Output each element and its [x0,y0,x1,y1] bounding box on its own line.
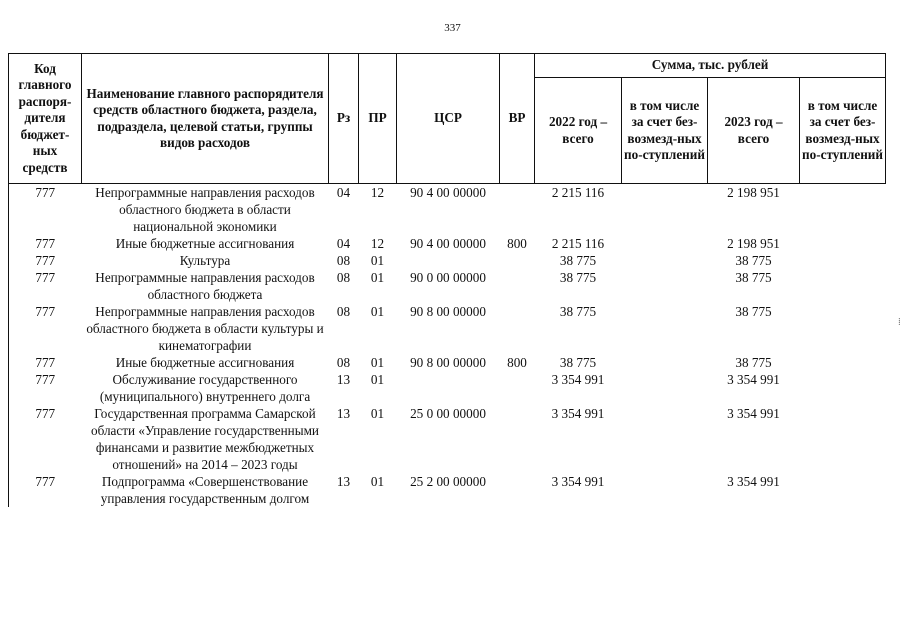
cell-rz: 08 [336,304,351,319]
cell-b2022 [622,371,708,405]
cell-name: Подпрограмма «Совершенствование управления государственным долгом [100,474,310,506]
table-row [9,303,886,354]
cell-name: Иные бюджетные ассигнования [115,355,295,370]
cell-b2022 [622,269,708,303]
cell-vr [500,252,535,269]
cell-b2023 [800,303,886,354]
scan-mark: ⁞ [898,317,901,328]
header-code: Код главного распоря-дителя бюджет-ных средств [9,54,82,184]
cell-pr: 01 [370,474,385,489]
cell-b2022 [622,303,708,354]
cell-csr: 25 0 00 00000 [410,406,486,421]
cell-b2022 [622,405,708,473]
cell-vr [500,473,535,507]
cell-pr: 01 [370,406,385,421]
cell-code: 777 [9,405,82,473]
cell-b2023 [800,184,886,236]
header-free-2023: в том числе за счет без-возмезд-ных по-ступлений [800,78,886,184]
cell-name: Непрограммные направления расходов областного бюджета [95,270,315,302]
cell-csr [397,371,500,405]
cell-pr: 01 [370,372,385,387]
cell-s2022: 3 354 991 [551,406,605,421]
cell-vr [500,269,535,303]
cell-s2022: 38 775 [559,253,597,268]
cell-s2023: 38 775 [735,304,772,319]
cell-b2022 [622,235,708,252]
cell-pr: 12 [370,185,385,200]
cell-code: 777 [9,371,82,405]
header-pr: ПР [359,54,397,184]
header-name: Наименование главного распорядителя средств областного бюджета, раздела, подраздела, целевой статьи, группы видов расходов [82,54,329,184]
cell-name: Обслуживание государственного (муниципального) внутреннего долга [99,372,311,404]
cell-csr: 90 0 00 00000 [410,270,486,285]
cell-csr [397,252,500,269]
cell-code: 777 [9,235,82,252]
cell-rz: 13 [336,372,351,387]
cell-s2022: 3 354 991 [551,372,605,387]
cell-rz: 13 [336,406,351,421]
cell-s2023: 3 354 991 [727,406,780,421]
cell-name: Иные бюджетные ассигнования [115,236,295,251]
cell-s2023: 38 775 [735,253,772,268]
header-total-2022: 2022 год – всего [535,78,622,184]
cell-csr: 90 4 00 00000 [410,185,486,200]
cell-vr [500,371,535,405]
cell-b2023 [800,269,886,303]
cell-b2022 [622,473,708,507]
cell-pr: 12 [370,236,385,251]
cell-s2023: 3 354 991 [727,474,780,489]
cell-s2022: 38 775 [559,355,597,370]
cell-b2023 [800,354,886,371]
cell-vr [500,405,535,473]
cell-name: Непрограммные направления расходов областного бюджета в области культуры и кинематографии [86,304,324,353]
cell-pr: 01 [370,270,385,285]
cell-b2023 [800,473,886,507]
cell-vr: 800 [507,236,527,251]
cell-vr [500,303,535,354]
table-row [9,405,886,473]
header-vr: ВР [500,54,535,184]
cell-s2023: 2 198 951 [727,185,780,200]
cell-code: 777 [9,354,82,371]
budget-table [8,53,886,507]
cell-s2023: 3 354 991 [727,372,780,387]
cell-s2022: 2 215 116 [551,236,605,251]
cell-rz: 13 [336,474,351,489]
cell-b2022 [622,354,708,371]
cell-csr: 90 8 00 00000 [410,304,486,319]
table-row [9,252,886,269]
cell-name: Культура [179,253,231,268]
header-sum-group: Сумма, тыс. рублей [535,54,886,78]
cell-vr [500,184,535,236]
cell-pr: 01 [370,304,385,319]
cell-s2022: 3 354 991 [551,474,605,489]
cell-code: 777 [9,269,82,303]
cell-s2022: 38 775 [559,270,597,285]
cell-s2023: 38 775 [735,355,772,370]
table-row [9,184,886,236]
table-row [9,371,886,405]
cell-rz: 08 [336,253,351,268]
cell-code: 777 [9,184,82,236]
cell-s2023: 2 198 951 [727,236,780,251]
cell-s2023: 38 775 [735,270,772,285]
cell-code: 777 [9,303,82,354]
cell-code: 777 [9,252,82,269]
cell-b2023 [800,405,886,473]
cell-rz: 04 [336,236,351,251]
header-total-2023: 2023 год – всего [708,78,800,184]
cell-rz: 08 [336,355,351,370]
cell-s2022: 38 775 [559,304,597,319]
cell-csr: 90 8 00 00000 [410,355,486,370]
table-row [9,269,886,303]
cell-s2022: 2 215 116 [551,185,605,200]
cell-pr: 01 [370,253,385,268]
cell-name: Государственная программа Самарской области «Управление государственными финансами и развитие межбюджетных отношений» на 2014 – 2023 годы [90,406,319,472]
header-csr: ЦСР [397,54,500,184]
page-number: 337 [444,22,461,34]
cell-name: Непрограммные направления расходов областного бюджета в области национальной экономики [95,185,315,234]
cell-b2022 [622,184,708,236]
cell-b2023 [800,235,886,252]
header-rz: Рз [329,54,359,184]
cell-rz: 08 [336,270,351,285]
cell-csr: 25 2 00 00000 [410,474,486,489]
table-row [9,354,886,371]
cell-vr: 800 [507,355,527,370]
cell-csr: 90 4 00 00000 [410,236,486,251]
cell-b2022 [622,252,708,269]
cell-b2023 [800,252,886,269]
cell-b2023 [800,371,886,405]
table-row [9,235,886,252]
cell-pr: 01 [370,355,385,370]
cell-code: 777 [9,473,82,507]
cell-rz: 04 [336,185,351,200]
table-row [9,473,886,507]
header-free-2022: в том числе за счет без-возмезд-ных по-ступлений [622,78,708,184]
